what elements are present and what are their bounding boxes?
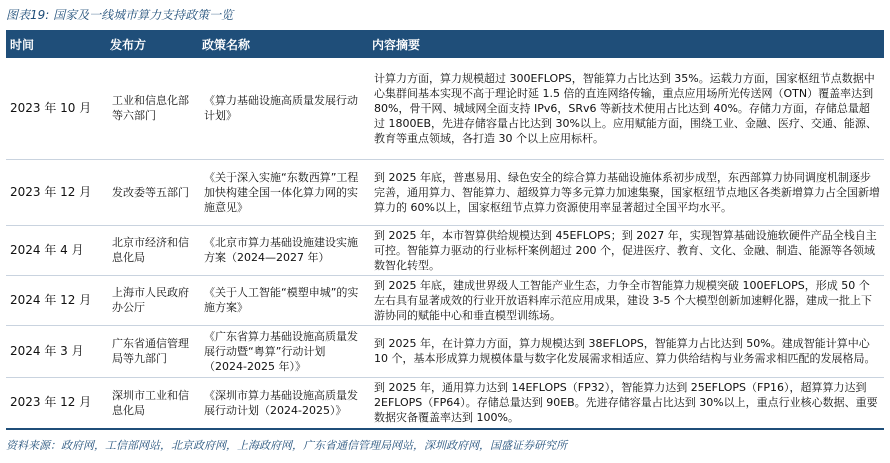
table-row	[6, 58, 884, 159]
row-content: 到 2025 年，本市智算供给规模达到 45EFLOPS；到 2027 年，实现智算基础设施软硬件产品全栈自主可控。智能算力驱动的行业标杆案例超过 200 个，促进医疗、教育、文化、金融、制造、能源等各领域数智化转型。	[368, 225, 884, 275]
policy-table	[6, 30, 884, 430]
row-policy-name: 《北京市算力基础设施建设实施方案（2024—2027 年）	[198, 225, 368, 275]
row-dept: 发改委等五部门	[106, 159, 198, 225]
source-note: 资料来源：政府网，工信部网站，北京政府网，上海政府网，广东省通信管理局网站，深圳政府网，国盛证券研究所	[6, 439, 567, 452]
row-content: 到 2025 年，通用算力达到 14EFLOPS（FP32），智能算力达到 25EFLOPS（FP16），超算算力达到 2EFLOPS（FP64）。存储总量达到 90EB。先进存储容量占比达到 30%以上，重点行业核心数据、重要数据灾备覆盖率达到 100%。	[368, 377, 884, 429]
row-dept: 工业和信息化部等六部门	[106, 58, 198, 159]
row-policy-name: 《深圳市算力基础设施高质量发展行动计划（2024-2025）》	[198, 377, 368, 429]
row-content: 到 2025 年，在计算力方面，算力规模达到 38EFLOPS，智能算力占比达到 50%。建成智能计算中心 10 个，基本形成算力规模体量与数字化发展需求相适应、算力供给结构与业务需求相匹配的发展格局。	[368, 325, 884, 377]
table-row	[6, 377, 884, 429]
row-time: 2023 年 10 月	[6, 58, 106, 159]
row-time: 2024 年 3 月	[6, 325, 106, 377]
header-name: 政策名称	[202, 37, 251, 52]
row-dept: 深圳市工业和信息化局	[106, 377, 198, 429]
row-dept: 上海市人民政府办公厅	[106, 275, 198, 325]
row-content: 到 2025 年底，建成世界级人工智能产业生态，力争全市智能算力规模突破 100EFLOPS，形成 50 个左右具有显著成效的行业开放语料库示范应用成果，建设 3-5 个大模型创新加速孵化器，建成一批上下游协同的赋能中心和垂直模型训练场。	[368, 275, 884, 325]
chart-title: 图表19: 国家及一线城市算力支持政策一览	[6, 8, 234, 22]
row-content: 到 2025 年底，普惠易用、绿色安全的综合算力基础设施体系初步成型，东西部算力协同调度机制逐步完善，通用算力、智能算力、超级算力等多元算力加速集聚，国家枢纽节点地区各类新增算力占全国新增算力的 60%以上，国家枢纽节点算力资源使用率显著超过全国平均水平。	[368, 159, 884, 225]
row-time: 2023 年 12 月	[6, 377, 106, 429]
table-row	[6, 159, 884, 225]
row-time: 2023 年 12 月	[6, 159, 106, 225]
row-time: 2024 年 12 月	[6, 275, 106, 325]
row-policy-name: 《广东省算力基础设施高质量发展行动暨“粤算”行动计划（2024-2025 年）》	[198, 325, 368, 377]
row-content: 计算力方面，算力规模超过 300EFLOPS，智能算力占比达到 35%。运载力方面，国家枢纽节点数据中心集群间基本实现不高于理论时延 1.5 倍的直连网络传输，重点应用场所光传送网（OTN）覆盖率达到 80%，骨干网、城域网全面支持 IPv6，SRv6 等新技术使用占比达到 40%。存储力方面，存储总量超过 1800EB，先进存储容量占比达到 30%以上。应用赋能方面，围绕工业、金融、医疗、交通、能源、教育等重点领域，各打造 30 个以上应用标杆。	[368, 58, 884, 159]
table-row	[6, 275, 884, 325]
header-dept: 发布方	[110, 37, 147, 52]
row-policy-name: 《关于深入实施“东数西算”工程加快构建全国一体化算力网的实施意见》	[198, 159, 368, 225]
row-policy-name: 《关于人工智能“模塑申城”的实施方案》	[198, 275, 368, 325]
table-header-row	[6, 30, 884, 58]
row-policy-name: 《算力基础设施高质量发展行动计划》	[198, 58, 368, 159]
row-time: 2024 年 4 月	[6, 225, 106, 275]
row-dept: 北京市经济和信息化局	[106, 225, 198, 275]
header-time: 时间	[10, 37, 35, 52]
table-row	[6, 325, 884, 377]
header-content: 内容摘要	[372, 37, 421, 52]
table-row	[6, 225, 884, 275]
row-dept: 广东省通信管理局等九部门	[106, 325, 198, 377]
